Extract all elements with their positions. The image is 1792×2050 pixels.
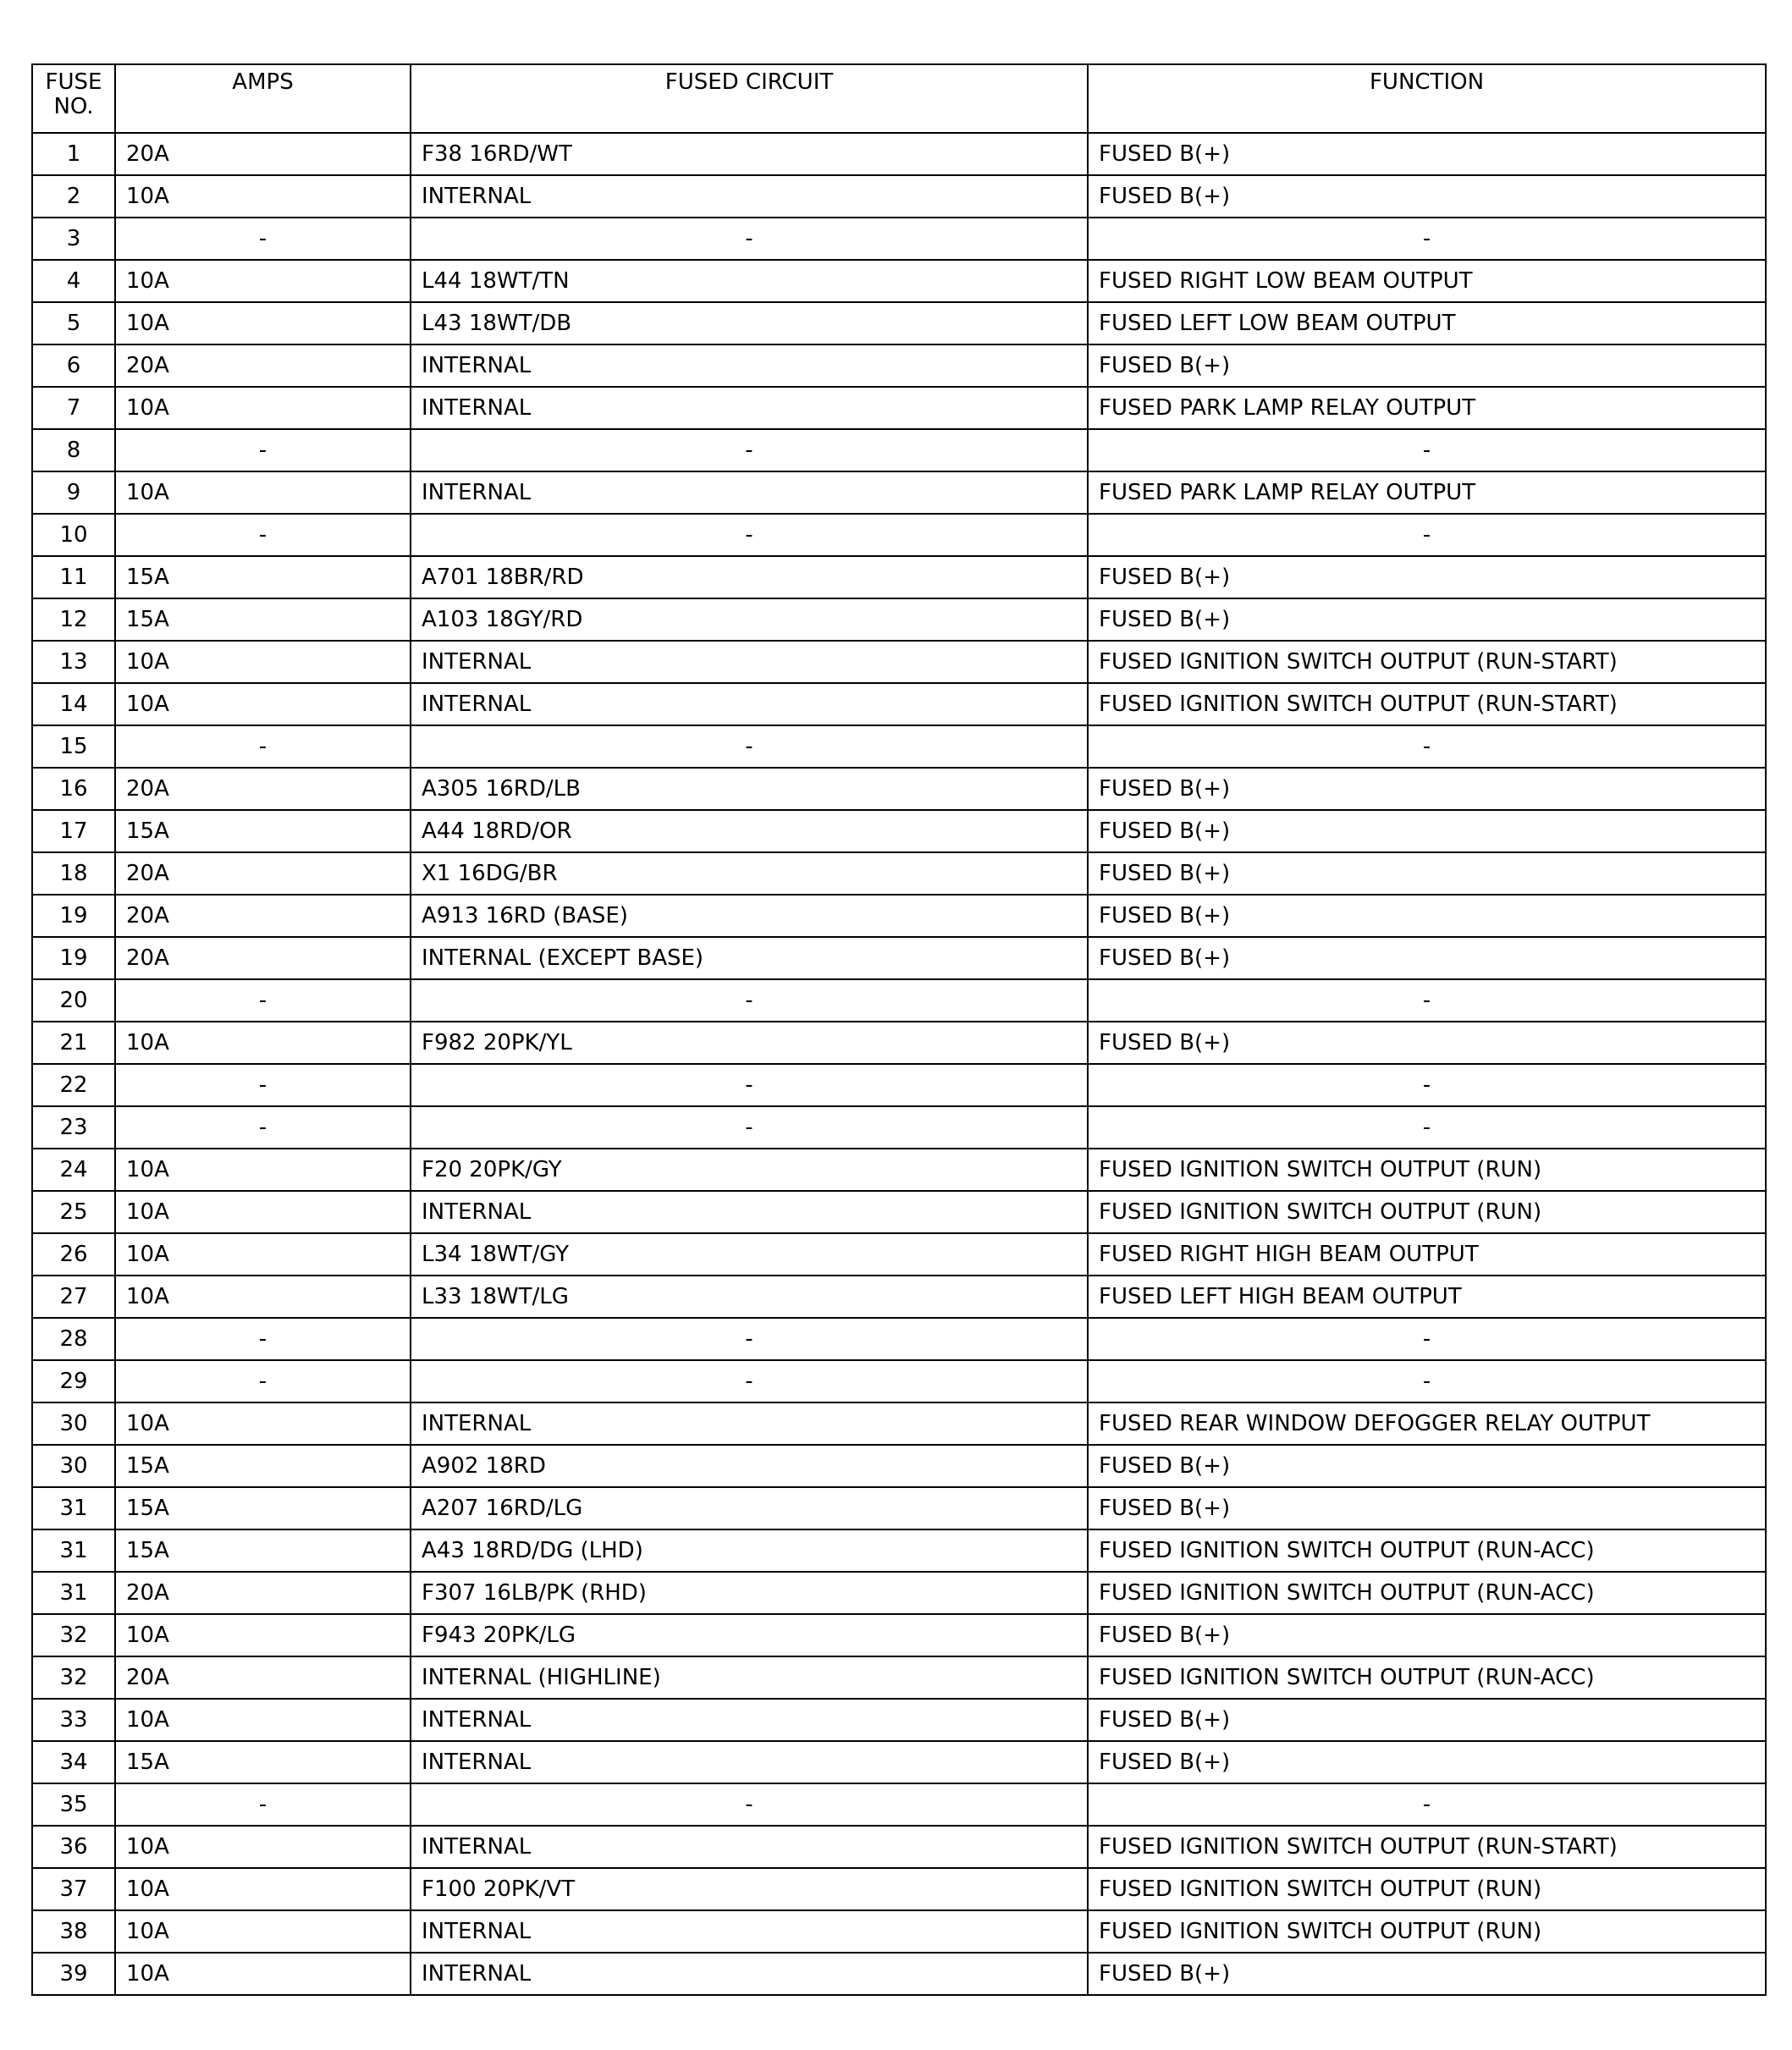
table-row	[32, 514, 1766, 556]
function-cell: FUSED B(+)	[1088, 1614, 1766, 1656]
amps-cell: -	[115, 1783, 411, 1826]
function-cell: FUSED B(+)	[1088, 768, 1766, 810]
table-row	[32, 556, 1766, 598]
table-row	[32, 852, 1766, 895]
table-row	[32, 133, 1766, 175]
function-cell: -	[1088, 1106, 1766, 1149]
table-row	[32, 1149, 1766, 1191]
function-cell: FUSED LEFT HIGH BEAM OUTPUT	[1088, 1276, 1766, 1318]
table-row	[32, 810, 1766, 852]
fuse-number-cell: 31	[32, 1529, 115, 1572]
function-cell: -	[1088, 514, 1766, 556]
fuse-number-cell: 16	[32, 768, 115, 810]
fuse-number-cell: 3	[32, 218, 115, 260]
table-body	[32, 133, 1766, 1995]
table-row	[32, 1106, 1766, 1149]
table-row	[32, 1402, 1766, 1445]
amps-cell: 20A	[115, 1656, 411, 1699]
amps-cell: 15A	[115, 1487, 411, 1529]
amps-cell: -	[115, 218, 411, 260]
fused-circuit-cell: -	[411, 1783, 1088, 1826]
fused-circuit-cell: INTERNAL	[411, 641, 1088, 683]
fused-circuit-cell: F38 16RD/WT	[411, 133, 1088, 175]
amps-cell: 15A	[115, 598, 411, 641]
amps-cell: -	[115, 1064, 411, 1106]
fuse-number-cell: 24	[32, 1149, 115, 1191]
fuse-number-cell: 32	[32, 1656, 115, 1699]
fuse-number-cell: 37	[32, 1868, 115, 1910]
table-row	[32, 768, 1766, 810]
fuse-number-cell: 14	[32, 683, 115, 725]
fuse-number-cell: 11	[32, 556, 115, 598]
fused-circuit-cell: -	[411, 725, 1088, 768]
fused-circuit-cell: F100 20PK/VT	[411, 1868, 1088, 1910]
fused-circuit-cell: INTERNAL	[411, 471, 1088, 514]
fused-circuit-cell: INTERNAL	[411, 1191, 1088, 1233]
fuse-number-cell: 31	[32, 1572, 115, 1614]
fused-circuit-cell: INTERNAL (HIGHLINE)	[411, 1656, 1088, 1699]
function-cell: FUSED B(+)	[1088, 1699, 1766, 1741]
header-row	[32, 64, 1766, 133]
amps-cell: 10A	[115, 1826, 411, 1868]
function-cell: FUSED PARK LAMP RELAY OUTPUT	[1088, 387, 1766, 429]
function-cell: FUSED B(+)	[1088, 344, 1766, 387]
fuse-number-cell: 23	[32, 1106, 115, 1149]
function-cell: -	[1088, 218, 1766, 260]
amps-cell: 20A	[115, 937, 411, 979]
function-cell: FUSED LEFT LOW BEAM OUTPUT	[1088, 302, 1766, 344]
fuse-number-cell: 39	[32, 1953, 115, 1995]
fused-circuit-cell: INTERNAL	[411, 1953, 1088, 1995]
function-cell: FUSED B(+)	[1088, 1022, 1766, 1064]
amps-cell: 10A	[115, 1868, 411, 1910]
table-row	[32, 598, 1766, 641]
table-row	[32, 1022, 1766, 1064]
table-row	[32, 1529, 1766, 1572]
amps-cell: -	[115, 1360, 411, 1402]
fused-circuit-cell: L34 18WT/GY	[411, 1233, 1088, 1276]
amps-cell: 10A	[115, 1276, 411, 1318]
fuse-number-cell: 17	[32, 810, 115, 852]
header-fuse-no: FUSE NO.	[32, 64, 115, 133]
amps-cell: 10A	[115, 1699, 411, 1741]
fused-circuit-cell: F307 16LB/PK (RHD)	[411, 1572, 1088, 1614]
fused-circuit-cell: INTERNAL	[411, 1910, 1088, 1953]
amps-cell: 10A	[115, 260, 411, 302]
table-row	[32, 1191, 1766, 1233]
table-row	[32, 344, 1766, 387]
function-cell: FUSED IGNITION SWITCH OUTPUT (RUN-START)	[1088, 683, 1766, 725]
amps-cell: 20A	[115, 895, 411, 937]
function-cell: FUSED IGNITION SWITCH OUTPUT (RUN-ACC)	[1088, 1656, 1766, 1699]
fuse-number-cell: 4	[32, 260, 115, 302]
table-row	[32, 1614, 1766, 1656]
fuse-number-cell: 18	[32, 852, 115, 895]
amps-cell: 10A	[115, 471, 411, 514]
table-row	[32, 1783, 1766, 1826]
fused-circuit-cell: -	[411, 1064, 1088, 1106]
fuse-number-cell: 1	[32, 133, 115, 175]
function-cell: FUSED B(+)	[1088, 133, 1766, 175]
fused-circuit-cell: -	[411, 1360, 1088, 1402]
table-row	[32, 1656, 1766, 1699]
function-cell: FUSED B(+)	[1088, 895, 1766, 937]
fuse-number-cell: 35	[32, 1783, 115, 1826]
fused-circuit-cell: A44 18RD/OR	[411, 810, 1088, 852]
fuse-number-cell: 27	[32, 1276, 115, 1318]
table-row	[32, 387, 1766, 429]
function-cell: FUSED IGNITION SWITCH OUTPUT (RUN)	[1088, 1868, 1766, 1910]
fuse-number-cell: 20	[32, 979, 115, 1022]
amps-cell: -	[115, 514, 411, 556]
amps-cell: -	[115, 979, 411, 1022]
fused-circuit-cell: -	[411, 429, 1088, 471]
function-cell: FUSED REAR WINDOW DEFOGGER RELAY OUTPUT	[1088, 1402, 1766, 1445]
fuse-number-cell: 5	[32, 302, 115, 344]
fuse-number-cell: 19	[32, 895, 115, 937]
fused-circuit-cell: A43 18RD/DG (LHD)	[411, 1529, 1088, 1572]
amps-cell: 20A	[115, 133, 411, 175]
fuse-number-cell: 38	[32, 1910, 115, 1953]
function-cell: -	[1088, 1360, 1766, 1402]
table-row	[32, 725, 1766, 768]
amps-cell: 10A	[115, 641, 411, 683]
fused-circuit-cell: -	[411, 1106, 1088, 1149]
function-cell: FUSED IGNITION SWITCH OUTPUT (RUN)	[1088, 1191, 1766, 1233]
function-cell: -	[1088, 1064, 1766, 1106]
table-row	[32, 175, 1766, 218]
table-row	[32, 1910, 1766, 1953]
fuse-number-cell: 26	[32, 1233, 115, 1276]
fused-circuit-cell: A207 16RD/LG	[411, 1487, 1088, 1529]
amps-cell: 10A	[115, 302, 411, 344]
table-row	[32, 471, 1766, 514]
function-cell: FUSED IGNITION SWITCH OUTPUT (RUN-ACC)	[1088, 1572, 1766, 1614]
table-row	[32, 429, 1766, 471]
amps-cell: 10A	[115, 1910, 411, 1953]
function-cell: FUSED IGNITION SWITCH OUTPUT (RUN-ACC)	[1088, 1529, 1766, 1572]
table-row	[32, 1233, 1766, 1276]
fused-circuit-cell: -	[411, 218, 1088, 260]
fused-circuit-cell: INTERNAL	[411, 1741, 1088, 1783]
table-header	[32, 64, 1766, 133]
fused-circuit-cell: A305 16RD/LB	[411, 768, 1088, 810]
table-row	[32, 1826, 1766, 1868]
function-cell: FUSED B(+)	[1088, 1487, 1766, 1529]
fused-circuit-cell: -	[411, 514, 1088, 556]
fuse-number-cell: 32	[32, 1614, 115, 1656]
amps-cell: 10A	[115, 1149, 411, 1191]
function-cell: FUSED IGNITION SWITCH OUTPUT (RUN-START)	[1088, 641, 1766, 683]
function-cell: -	[1088, 429, 1766, 471]
table-row	[32, 260, 1766, 302]
amps-cell: 20A	[115, 768, 411, 810]
fuse-number-cell: 13	[32, 641, 115, 683]
fuse-number-cell: 2	[32, 175, 115, 218]
table-row	[32, 1868, 1766, 1910]
amps-cell: 10A	[115, 175, 411, 218]
table-row	[32, 1741, 1766, 1783]
table-row	[32, 1953, 1766, 1995]
amps-cell: 20A	[115, 344, 411, 387]
fuse-number-cell: 15	[32, 725, 115, 768]
table-row	[32, 641, 1766, 683]
function-cell: FUSED B(+)	[1088, 1741, 1766, 1783]
fuse-number-cell: 34	[32, 1741, 115, 1783]
function-cell: FUSED B(+)	[1088, 598, 1766, 641]
fused-circuit-cell: INTERNAL	[411, 1699, 1088, 1741]
fuse-number-cell: 6	[32, 344, 115, 387]
fused-circuit-cell: F982 20PK/YL	[411, 1022, 1088, 1064]
amps-cell: 15A	[115, 556, 411, 598]
fuse-number-cell: 25	[32, 1191, 115, 1233]
fuse-number-cell: 33	[32, 1699, 115, 1741]
fused-circuit-cell: X1 16DG/BR	[411, 852, 1088, 895]
amps-cell: 10A	[115, 1402, 411, 1445]
function-cell: FUSED IGNITION SWITCH OUTPUT (RUN-START)	[1088, 1826, 1766, 1868]
amps-cell: 10A	[115, 1191, 411, 1233]
function-cell: FUSED B(+)	[1088, 852, 1766, 895]
fuse-number-cell: 29	[32, 1360, 115, 1402]
function-cell: FUSED B(+)	[1088, 810, 1766, 852]
amps-cell: 10A	[115, 1614, 411, 1656]
function-cell: FUSED B(+)	[1088, 556, 1766, 598]
fuse-number-cell: 22	[32, 1064, 115, 1106]
header-amps: AMPS	[115, 64, 411, 133]
fused-circuit-cell: -	[411, 979, 1088, 1022]
amps-cell: -	[115, 1106, 411, 1149]
fuse-number-cell: 12	[32, 598, 115, 641]
function-cell: FUSED IGNITION SWITCH OUTPUT (RUN)	[1088, 1910, 1766, 1953]
header-function: FUNCTION	[1088, 64, 1766, 133]
fused-circuit-cell: A902 18RD	[411, 1445, 1088, 1487]
table-row	[32, 218, 1766, 260]
amps-cell: 15A	[115, 810, 411, 852]
fused-circuit-cell: INTERNAL	[411, 1402, 1088, 1445]
function-cell: FUSED B(+)	[1088, 175, 1766, 218]
fuse-number-cell: 28	[32, 1318, 115, 1360]
amps-cell: -	[115, 1318, 411, 1360]
amps-cell: 20A	[115, 1572, 411, 1614]
amps-cell: 10A	[115, 1022, 411, 1064]
fused-circuit-cell: A913 16RD (BASE)	[411, 895, 1088, 937]
fused-circuit-cell: A103 18GY/RD	[411, 598, 1088, 641]
amps-cell: 20A	[115, 852, 411, 895]
function-cell: -	[1088, 725, 1766, 768]
amps-cell: 10A	[115, 683, 411, 725]
table-row	[32, 895, 1766, 937]
table-row	[32, 1445, 1766, 1487]
table-row	[32, 1699, 1766, 1741]
fused-circuit-cell: L44 18WT/TN	[411, 260, 1088, 302]
fuse-number-cell: 21	[32, 1022, 115, 1064]
table-row	[32, 1064, 1766, 1106]
function-cell: FUSED B(+)	[1088, 1953, 1766, 1995]
function-cell: FUSED PARK LAMP RELAY OUTPUT	[1088, 471, 1766, 514]
amps-cell: 10A	[115, 1953, 411, 1995]
fused-circuit-cell: INTERNAL	[411, 175, 1088, 218]
function-cell: FUSED B(+)	[1088, 937, 1766, 979]
fuse-number-cell: 31	[32, 1487, 115, 1529]
table-row	[32, 1360, 1766, 1402]
fused-circuit-cell: INTERNAL	[411, 344, 1088, 387]
fuse-number-cell: 9	[32, 471, 115, 514]
fused-circuit-cell: L33 18WT/LG	[411, 1276, 1088, 1318]
table-row	[32, 1318, 1766, 1360]
fused-circuit-cell: INTERNAL	[411, 1826, 1088, 1868]
table-row	[32, 979, 1766, 1022]
fuse-number-cell: 30	[32, 1402, 115, 1445]
fused-circuit-cell: F20 20PK/GY	[411, 1149, 1088, 1191]
amps-cell: -	[115, 429, 411, 471]
amps-cell: 15A	[115, 1445, 411, 1487]
fuse-table	[31, 63, 1767, 1996]
table-row	[32, 1487, 1766, 1529]
function-cell: FUSED RIGHT LOW BEAM OUTPUT	[1088, 260, 1766, 302]
fused-circuit-cell: L43 18WT/DB	[411, 302, 1088, 344]
table-row	[32, 1572, 1766, 1614]
fuse-number-cell: 30	[32, 1445, 115, 1487]
function-cell: FUSED IGNITION SWITCH OUTPUT (RUN)	[1088, 1149, 1766, 1191]
amps-cell: -	[115, 725, 411, 768]
table-row	[32, 1276, 1766, 1318]
function-cell: FUSED B(+)	[1088, 1445, 1766, 1487]
fused-circuit-cell: INTERNAL	[411, 387, 1088, 429]
header-fused-circuit: FUSED CIRCUIT	[411, 64, 1088, 133]
table-row	[32, 683, 1766, 725]
function-cell: -	[1088, 1783, 1766, 1826]
fuse-number-cell: 36	[32, 1826, 115, 1868]
fuse-number-cell: 10	[32, 514, 115, 556]
function-cell: -	[1088, 1318, 1766, 1360]
amps-cell: 15A	[115, 1529, 411, 1572]
fused-circuit-cell: INTERNAL (EXCEPT BASE)	[411, 937, 1088, 979]
table-row	[32, 937, 1766, 979]
function-cell: FUSED RIGHT HIGH BEAM OUTPUT	[1088, 1233, 1766, 1276]
fused-circuit-cell: -	[411, 1318, 1088, 1360]
fuse-number-cell: 19	[32, 937, 115, 979]
fuse-number-cell: 8	[32, 429, 115, 471]
fused-circuit-cell: A701 18BR/RD	[411, 556, 1088, 598]
fused-circuit-cell: INTERNAL	[411, 683, 1088, 725]
fused-circuit-cell: F943 20PK/LG	[411, 1614, 1088, 1656]
amps-cell: 10A	[115, 387, 411, 429]
function-cell: -	[1088, 979, 1766, 1022]
table-row	[32, 302, 1766, 344]
amps-cell: 15A	[115, 1741, 411, 1783]
amps-cell: 10A	[115, 1233, 411, 1276]
fuse-number-cell: 7	[32, 387, 115, 429]
